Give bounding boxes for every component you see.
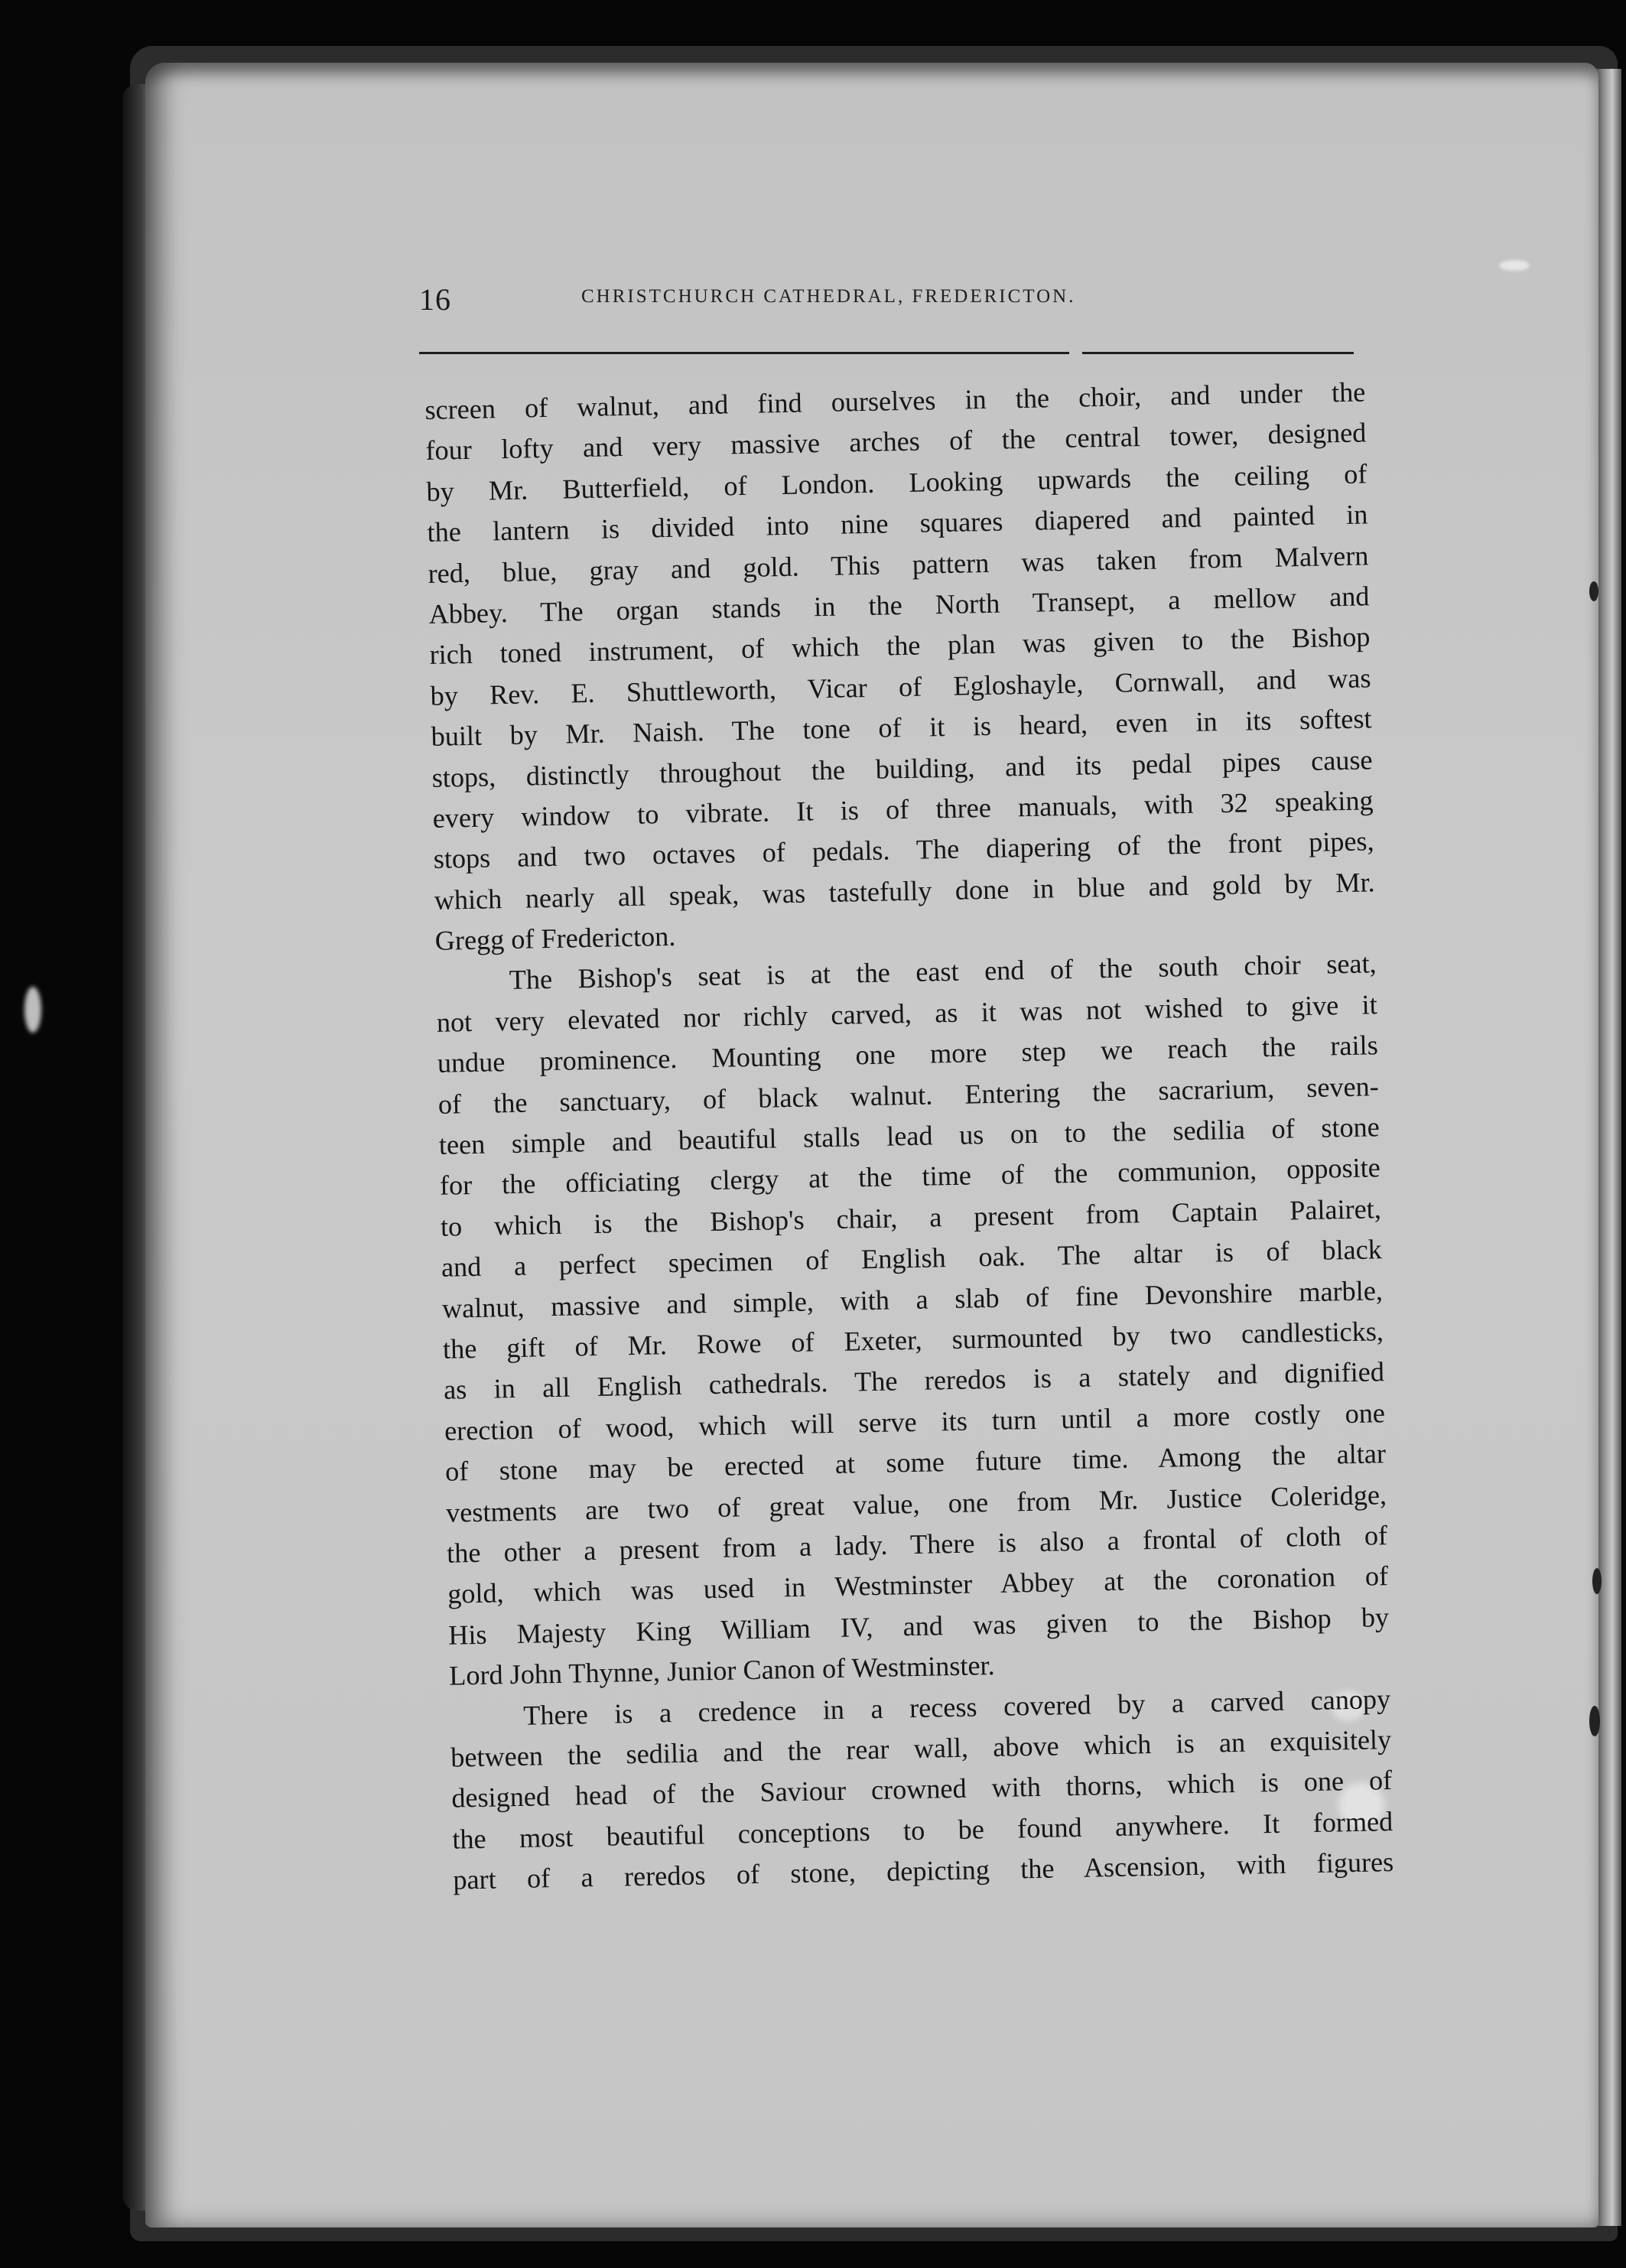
text-line: for the officiating clergy at the time of the communion, opposite: [439, 1152, 1381, 1202]
text-line: the lantern is divided into nine squares diapered and painted in: [427, 499, 1368, 548]
text-line: Lord John Thynne, Junior Canon of Westminster.: [448, 1650, 995, 1691]
text-line: to which is the Bishop's chair, a present from Captain Palairet,: [440, 1193, 1382, 1242]
body-text: [424, 372, 1394, 1901]
scan-speck: [1589, 581, 1598, 601]
text-line: erection of wood, which will serve its turn until a more costly one: [444, 1397, 1386, 1446]
text-line: vestments are two of great value, one from Mr. Justice Coleridge,: [445, 1479, 1387, 1528]
text-line: undue prominence. Mounting one more step we reach the rails: [437, 1030, 1379, 1079]
header-rule: [419, 352, 1069, 354]
text-line: stops and two octaves of pedals. The diapering of the front pipes,: [433, 825, 1374, 875]
running-head: CHRISTCHURCH CATHEDRAL, FREDERICTON.: [581, 286, 1076, 307]
text-line: by Rev. E. Shuttleworth, Vicar of Egloshayle, Cornwall, and was: [430, 662, 1371, 711]
text-line: screen of walnut, and find ourselves in the choir, and under the: [424, 376, 1366, 425]
text-line: designed head of the Saviour crowned with thorns, which is one of: [450, 1765, 1393, 1814]
page-number: 16: [419, 282, 451, 317]
paragraph: [424, 372, 1376, 962]
text-line: There is a credence in a recess covered by a carved canopy: [522, 1683, 1391, 1731]
text-line: the gift of Mr. Rowe of Exeter, surmounted by two candlesticks,: [442, 1316, 1384, 1365]
text-line: The Bishop's seat is at the east end of the south choir seat,: [509, 948, 1377, 996]
text-line: His Majesty King William IV, and was given to the Bishop by: [447, 1601, 1390, 1651]
text-line: which nearly all speak, was tastefully done in blue and gold by Mr.: [434, 866, 1375, 916]
text-line: by Mr. Butterfield, of London. Looking upwards the ceiling of: [426, 458, 1367, 507]
scan-speck: [24, 987, 41, 1033]
paragraph: [450, 1679, 1394, 1902]
text-line: of stone may be erected at some future time. Among the altar: [444, 1438, 1387, 1487]
text-line: the other a present from a lady. There is also a frontal of cloth of: [446, 1520, 1388, 1569]
text-line: four lofty and very massive arches of the central tower, designed: [425, 417, 1367, 467]
text-line: the most beautiful conceptions to be found anywhere. It formed: [451, 1805, 1393, 1855]
text-line: teen simple and beautiful stalls lead us on to the sedilia of stone: [438, 1111, 1380, 1160]
paragraph: [435, 944, 1390, 1697]
text-line: every window to vibrate. It is of three manuals, with 32 speaking: [432, 785, 1374, 834]
header-rule: [1082, 352, 1354, 354]
scan-speck: [1592, 1568, 1602, 1594]
text-line: built by Mr. Naish. The tone of it is heard, even in its softest: [431, 703, 1372, 753]
text-line: and a perfect specimen of English oak. The altar is of black: [441, 1234, 1383, 1283]
text-line: part of a reredos of stone, depicting the Ascension, with figures: [453, 1847, 1394, 1895]
page-header: [419, 281, 1367, 335]
text-line: of the sanctuary, of black walnut. Entering the sacrarium, seven-: [437, 1070, 1380, 1120]
text-line: red, blue, gray and gold. This pattern was taken from Malvern: [428, 539, 1369, 589]
text-line: between the sedilia and the rear wall, above which is an exquisitely: [450, 1723, 1392, 1773]
text-line: walnut, massive and simple, with a slab of fine Devonshire marble,: [441, 1274, 1384, 1324]
text-line: not very elevated nor richly carved, as it was not wished to give it: [436, 989, 1378, 1038]
scan-speck: [1499, 260, 1530, 271]
text-line: Gregg of Fredericton.: [434, 920, 676, 956]
text-line: rich toned instrument, of which the plan was given to the Bishop: [429, 621, 1371, 671]
text-line: as in all English cathedrals. The reredos is a stately and dignified: [443, 1356, 1385, 1406]
text-line: gold, which was used in Westminster Abbey at the coronation of: [447, 1560, 1389, 1610]
text-line: Abbey. The organ stands in the North Transept, a mellow and: [428, 581, 1370, 630]
scan-speck: [1589, 1706, 1600, 1736]
text-line: stops, distinctly throughout the building, and its pedal pipes cause: [431, 744, 1373, 793]
